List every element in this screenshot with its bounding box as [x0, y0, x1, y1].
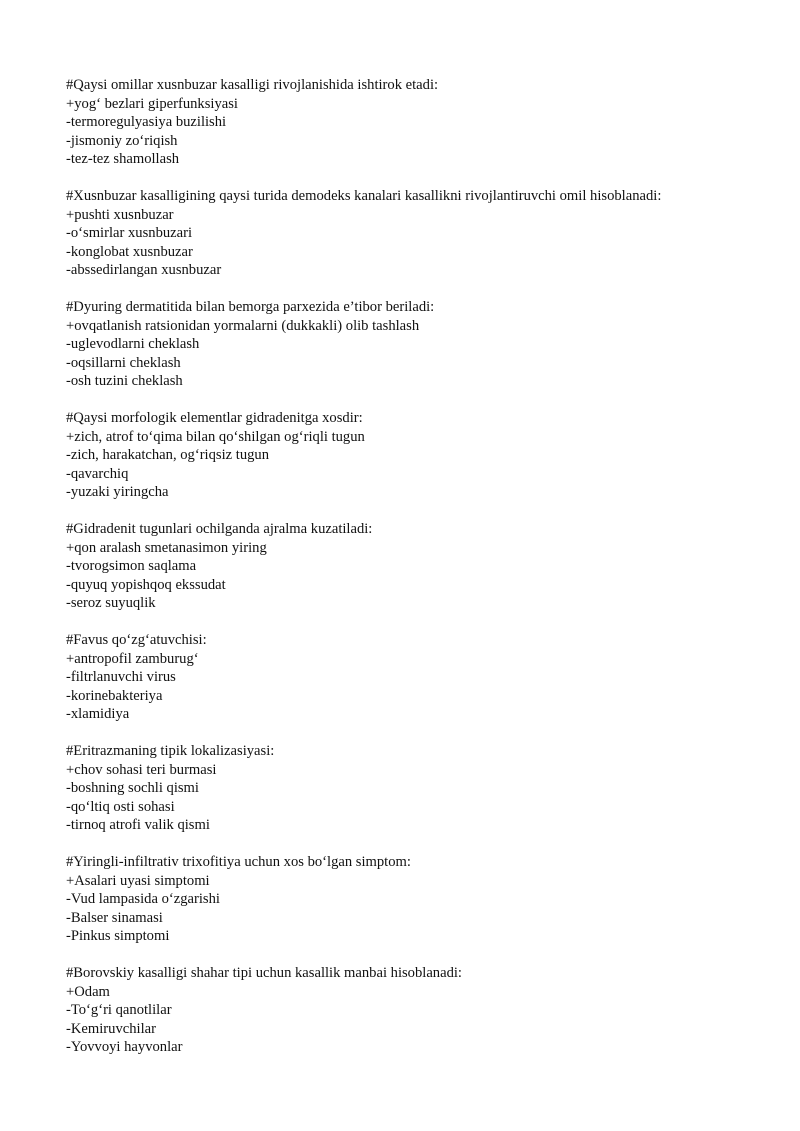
answer-option: -tez-tez shamollash	[66, 151, 180, 167]
question-text: #Qaysi omillar xusnbuzar kasalligi rivojlanishida ishtirok etadi:	[66, 77, 439, 93]
question-text: #Gidradenit tugunlari ochilganda ajralma kuzatiladi:	[66, 521, 373, 537]
answer-option: -Kemiruvchilar	[66, 1020, 156, 1037]
question-text: #Eritrazmaning tipik lokalizasiyasi:	[66, 743, 275, 759]
answer-option: -To‘g‘ri qanotlilar	[66, 1002, 172, 1018]
question-text: #Favus qo‘zg‘atuvchisi:	[66, 632, 207, 648]
answer-option: -seroz suyuqlik	[66, 595, 156, 611]
answer-option: -tvorogsimon saqlama	[66, 558, 197, 574]
question-block	[66, 76, 766, 169]
answer-option: -Pinkus simptomi	[66, 928, 170, 944]
answer-option: -tirnoq atrofi valik qismi	[66, 817, 210, 833]
answer-option: -oqsillarni cheklash	[66, 354, 181, 371]
answer-option-correct: +ovqatlanish ratsionidan yormalarni (dukkakli) olib tashlash	[66, 317, 420, 334]
question-text: #Yiringli-infiltrativ trixofitiya uchun xos bo‘lgan simptom:	[66, 854, 411, 870]
question-block	[66, 742, 766, 835]
question-block	[66, 520, 766, 613]
question-block	[66, 853, 766, 946]
question-block	[66, 298, 766, 391]
answer-option: -o‘smirlar xusnbuzari	[66, 225, 193, 241]
answer-option: -Yovvoyi hayvonlar	[66, 1039, 183, 1055]
answer-option: -osh tuzini cheklash	[66, 373, 183, 389]
question-text: #Xusnbuzar kasalligining qaysi turida demodeks kanalari kasallikni rivojlantiruvchi omil hisoblanadi:	[66, 188, 662, 204]
answer-option: -Balser sinamasi	[66, 909, 163, 926]
answer-option: -uglevodlarni cheklash	[66, 336, 200, 352]
answer-option: -quyuq yopishqoq ekssudat	[66, 576, 226, 593]
answer-option: -qavarchiq	[66, 465, 129, 482]
question-text: #Borovskiy kasalligi shahar tipi uchun kasallik manbai hisoblanadi:	[66, 965, 462, 981]
question-text: #Dyuring dermatitida bilan bemorga parxezida e’tibor beriladi:	[66, 299, 435, 315]
answer-option: -konglobat xusnbuzar	[66, 243, 193, 260]
question-block	[66, 409, 766, 502]
answer-option-correct: +Asalari uyasi simptomi	[66, 872, 210, 889]
question-text: #Qaysi morfologik elementlar gidradenitga xosdir:	[66, 410, 363, 426]
answer-option-correct: +pushti xusnbuzar	[66, 206, 174, 223]
question-block	[66, 631, 766, 724]
question-list	[66, 76, 766, 1075]
answer-option: -qo‘ltiq osti sohasi	[66, 798, 175, 815]
answer-option: -xlamidiya	[66, 706, 130, 722]
answer-option: -filtrlanuvchi virus	[66, 669, 176, 685]
answer-option-correct: +chov sohasi teri burmasi	[66, 761, 217, 778]
answer-option: -yuzaki yiringcha	[66, 484, 169, 500]
question-block	[66, 187, 766, 280]
answer-option: -korinebakteriya	[66, 687, 163, 704]
answer-option-correct: +zich, atrof to‘qima bilan qo‘shilgan og‘riqli tugun	[66, 428, 365, 445]
answer-option: -abssedirlangan xusnbuzar	[66, 262, 222, 278]
question-block	[66, 964, 766, 1057]
answer-option: -jismoniy zo‘riqish	[66, 132, 178, 149]
answer-option: -termoregulyasiya buzilishi	[66, 114, 227, 130]
answer-option-correct: +yog‘ bezlari giperfunksiyasi	[66, 95, 238, 112]
answer-option-correct: +Odam	[66, 983, 110, 1000]
answer-option: -Vud lampasida o‘zgarishi	[66, 891, 220, 907]
answer-option: -zich, harakatchan, og‘riqsiz tugun	[66, 447, 270, 463]
answer-option: -boshning sochli qismi	[66, 780, 199, 796]
answer-option-correct: +qon aralash smetanasimon yiring	[66, 539, 267, 556]
answer-option-correct: +antropofil zamburug‘	[66, 650, 199, 667]
